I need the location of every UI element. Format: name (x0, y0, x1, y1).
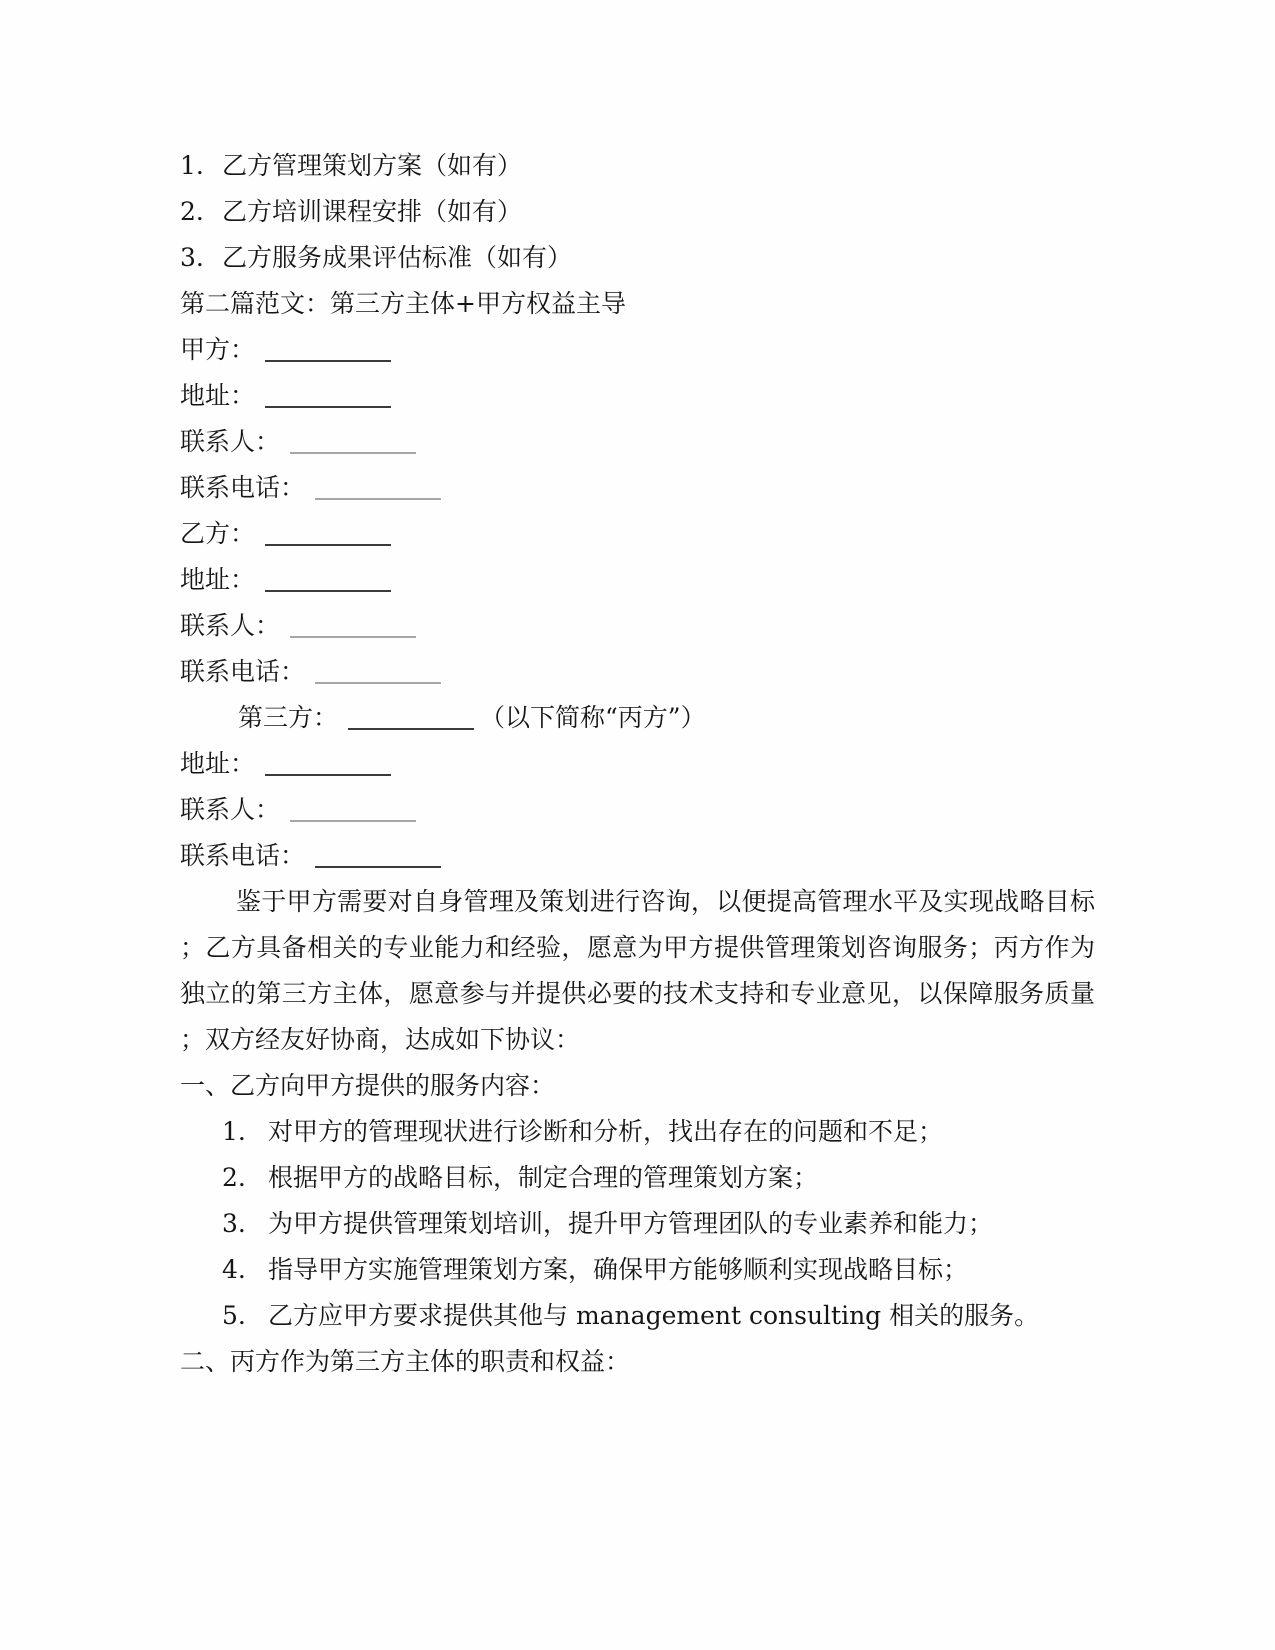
field-label: 地址： (180, 749, 256, 778)
field-label: 地址： (180, 565, 256, 594)
field-label: 联系电话： (180, 657, 306, 686)
section-title: 第二篇范文：第三方主体+甲方权益主导 (180, 289, 626, 318)
underscore-blank[interactable] (290, 448, 416, 454)
underscore-blank[interactable] (290, 816, 416, 822)
field-row-contact (180, 419, 1095, 465)
underscore-blank[interactable] (265, 770, 391, 776)
list-number: 3. (222, 1209, 246, 1238)
service-item-text: 指导甲方实施管理策划方案，确保甲方能够顺利实现战略目标； (268, 1255, 969, 1284)
underscore-blank[interactable] (265, 356, 391, 362)
field-row-phone (180, 649, 1095, 695)
list-number: 3. (180, 243, 204, 272)
field-label: 联系人： (180, 795, 281, 824)
section-two-heading: 二、丙方作为第三方主体的职责和权益： (180, 1347, 631, 1376)
field-label: 联系人： (180, 427, 281, 456)
field-row-contact (180, 787, 1095, 833)
attachment-item (180, 235, 1095, 281)
preamble-line: 鉴于甲方需要对自身管理及策划进行咨询，以便提高管理水平及实现战略目标 (236, 887, 1095, 916)
field-row-party-c (180, 695, 1095, 741)
field-label: 联系人： (180, 611, 281, 640)
underscore-blank[interactable] (315, 494, 441, 500)
preamble-line: ；乙方具备相关的专业能力和经验，愿意为甲方提供管理策划咨询服务；丙方作为 (180, 933, 1095, 962)
field-row-phone (180, 833, 1095, 879)
attachment-item-text: 乙方培训课程安排（如有） (222, 197, 523, 226)
list-number: 1. (222, 1117, 246, 1146)
list-number: 1. (180, 151, 204, 180)
field-row-address (180, 373, 1095, 419)
attachment-item-text: 乙方管理策划方案（如有） (222, 151, 523, 180)
field-suffix: （以下简称“丙方”） (480, 703, 706, 732)
field-row-party-b (180, 511, 1095, 557)
preamble-line: ；双方经友好协商，达成如下协议： (180, 1025, 581, 1054)
field-label: 地址： (180, 381, 256, 410)
attachment-item-text: 乙方服务成果评估标准（如有） (222, 243, 573, 272)
list-number: 2. (180, 197, 204, 226)
underscore-blank[interactable] (348, 724, 474, 730)
field-label: 乙方： (180, 519, 256, 548)
field-row-address (180, 557, 1095, 603)
service-item (180, 1247, 1095, 1293)
service-item (180, 1109, 1095, 1155)
attachment-item (180, 143, 1095, 189)
field-row-address (180, 741, 1095, 787)
preamble-line: 独立的第三方主体，愿意参与并提供必要的技术支持和专业意见，以保障服务质量 (180, 979, 1095, 1008)
attachment-item (180, 189, 1095, 235)
service-item-text: 为甲方提供管理策划培训，提升甲方管理团队的专业素养和能力； (268, 1209, 994, 1238)
underscore-blank[interactable] (265, 402, 391, 408)
list-number: 5. (222, 1301, 246, 1330)
field-label: 甲方： (180, 335, 256, 364)
underscore-blank[interactable] (265, 540, 391, 546)
list-number: 4. (222, 1255, 246, 1284)
service-item (180, 1155, 1095, 1201)
underscore-blank[interactable] (315, 678, 441, 684)
section-one-heading: 一、乙方向甲方提供的服务内容： (180, 1071, 556, 1100)
underscore-blank[interactable] (265, 586, 391, 592)
field-row-party-a (180, 327, 1095, 373)
field-row-phone (180, 465, 1095, 511)
underscore-blank[interactable] (315, 862, 441, 868)
service-item-text: 对甲方的管理现状进行诊断和分析，找出存在的问题和不足； (268, 1117, 944, 1146)
field-row-contact (180, 603, 1095, 649)
service-item (180, 1293, 1095, 1339)
service-item-text: 根据甲方的战略目标，制定合理的管理策划方案； (268, 1163, 819, 1192)
field-label: 第三方： (238, 703, 339, 732)
service-item (180, 1201, 1095, 1247)
service-item-text: 乙方应甲方要求提供其他与 management consulting 相关的服务。 (268, 1301, 1040, 1330)
field-label: 联系电话： (180, 473, 306, 502)
list-number: 2. (222, 1163, 246, 1192)
underscore-blank[interactable] (290, 632, 416, 638)
field-label: 联系电话： (180, 841, 306, 870)
